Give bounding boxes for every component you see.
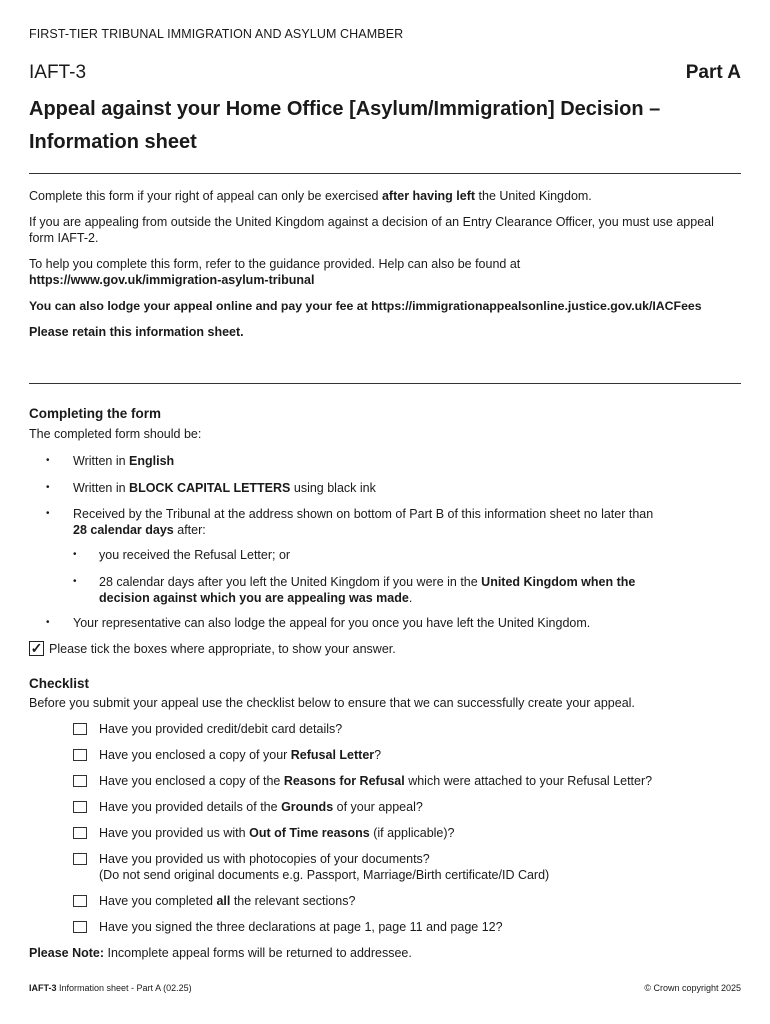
list-item: • Your representative can also lodge the appeal for you once you have left the United Kingdom. bbox=[46, 616, 591, 630]
footer-form-code: IAFT-3 Information sheet - Part A (02.25) bbox=[29, 983, 192, 993]
title-line-2: Information sheet bbox=[29, 131, 197, 153]
checklist-checkbox-card-details[interactable] bbox=[73, 723, 87, 735]
checklist-item: Have you enclosed a copy of your Refusal Letter? bbox=[99, 748, 382, 762]
retain-note: Please retain this information sheet. bbox=[29, 325, 244, 339]
intro-paragraph-1: Complete this form if your right of appeal can only be exercised after having left the United Kingdom. bbox=[29, 189, 592, 203]
list-item: • Written in BLOCK CAPITAL LETTERS using black ink bbox=[46, 481, 376, 495]
bullet-icon: • bbox=[46, 482, 50, 493]
intro-paragraph-3: To help you complete this form, refer to the guidance provided. Help can also be found at https://www.gov.uk/immigration-asylum-tribunal bbox=[29, 257, 521, 287]
sub-list-item: • 28 calendar days after you left the United Kingdom if you were in the United Kingdom when the decision against which you are appealing was made. bbox=[73, 575, 636, 605]
tick-instruction: Please tick the boxes where appropriate, to show your answer. bbox=[49, 642, 396, 656]
title-line-1: Appeal against your Home Office [Asylum/Immigration] Decision – bbox=[29, 98, 661, 120]
checklist-heading: Checklist bbox=[29, 676, 90, 691]
checklist-item: Have you provided details of the Grounds of your appeal? bbox=[99, 800, 423, 814]
sub-list-item: • you received the Refusal Letter; or bbox=[73, 548, 291, 562]
checklist-checkbox-all-sections[interactable] bbox=[73, 895, 87, 907]
bullet-icon: • bbox=[46, 508, 50, 519]
checklist-checkbox-refusal-letter[interactable] bbox=[73, 749, 87, 761]
tick-example-icon: ✓ bbox=[30, 640, 43, 656]
checklist-item: Have you provided us with Out of Time reasons (if applicable)? bbox=[99, 826, 455, 840]
bullet-icon: • bbox=[46, 455, 50, 466]
divider bbox=[29, 383, 741, 384]
part-label: Part A bbox=[685, 62, 741, 83]
bullet-icon: • bbox=[73, 549, 77, 560]
footer-copyright: © Crown copyright 2025 bbox=[644, 983, 741, 993]
checklist-item: Have you provided us with photocopies of your documents? (Do not send original documents e.g. Passport, Marriage/Birth certificate/ID Card) bbox=[99, 852, 550, 882]
completing-heading: Completing the form bbox=[29, 406, 161, 421]
guidance-link[interactable]: https://www.gov.uk/immigration-asylum-tribunal bbox=[29, 273, 315, 287]
form-code: IAFT-3 bbox=[29, 62, 87, 83]
online-lodge-note: You can also lodge your appeal online and pay your fee at https://immigrationappealsonline.justice.gov.uk/IACFees bbox=[29, 299, 702, 313]
incomplete-forms-note: Please Note: Incomplete appeal forms will be returned to addressee. bbox=[29, 946, 412, 960]
intro-paragraph-2: If you are appealing from outside the United Kingdom against a decision of an Entry Clearance Officer, you must use appeal form IAFT-2. bbox=[29, 215, 714, 245]
page-title bbox=[29, 93, 660, 159]
checklist-intro: Before you submit your appeal use the checklist below to ensure that we can successfully create your appeal. bbox=[29, 696, 635, 710]
bullet-icon: • bbox=[73, 576, 77, 587]
list-item: • Written in English bbox=[46, 454, 175, 468]
divider bbox=[29, 173, 741, 174]
checklist-item: Have you enclosed a copy of the Reasons for Refusal which were attached to your Refusal Letter? bbox=[99, 774, 653, 788]
list-item: • Received by the Tribunal at the address shown on bottom of Part B of this information sheet no later than 28 calendar days after: bbox=[46, 507, 654, 537]
checklist-item: Have you provided credit/debit card details? bbox=[99, 722, 343, 736]
checklist-item: Have you signed the three declarations at page 1, page 11 and page 12? bbox=[99, 920, 503, 934]
checklist-checkbox-declarations[interactable] bbox=[73, 921, 87, 933]
checklist-checkbox-grounds[interactable] bbox=[73, 801, 87, 813]
checklist-checkbox-photocopies[interactable] bbox=[73, 853, 87, 865]
bullet-icon: • bbox=[46, 617, 50, 628]
checklist-item: Have you completed all the relevant sections? bbox=[99, 894, 356, 908]
checklist-checkbox-reasons-for-refusal[interactable] bbox=[73, 775, 87, 787]
checklist-checkbox-out-of-time[interactable] bbox=[73, 827, 87, 839]
completing-subheading: The completed form should be: bbox=[29, 427, 202, 441]
organisation-name: FIRST-TIER TRIBUNAL IMMIGRATION AND ASYLUM CHAMBER bbox=[29, 27, 404, 41]
